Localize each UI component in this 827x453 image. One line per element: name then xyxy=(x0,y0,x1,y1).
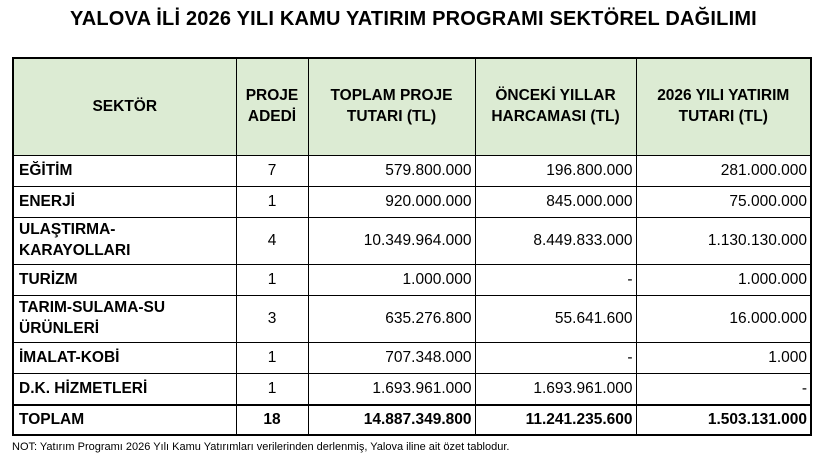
count-cell: 7 xyxy=(236,156,308,187)
sector-cell: D.K. HİZMETLERİ xyxy=(13,374,236,406)
count-cell: 1 xyxy=(236,187,308,218)
previous-cell: - xyxy=(475,343,636,374)
count-cell: 1 xyxy=(236,374,308,406)
y2026-cell: 1.130.130.000 xyxy=(636,218,811,265)
header-previous-spending: ÖNCEKİ YILLAR HARCAMASI (TL) xyxy=(475,58,636,156)
table-row xyxy=(13,343,811,374)
y2026-cell: 75.000.000 xyxy=(636,187,811,218)
totals-total: 14.887.349.800 xyxy=(308,405,475,435)
sector-cell: TURİZM xyxy=(13,265,236,296)
table-row xyxy=(13,296,811,343)
table-row xyxy=(13,374,811,406)
header-total-amount: TOPLAM PROJE TUTARI (TL) xyxy=(308,58,475,156)
y2026-cell: - xyxy=(636,374,811,406)
totals-previous: 11.241.235.600 xyxy=(475,405,636,435)
sector-cell: TARIM-SULAMA-SU ÜRÜNLERİ xyxy=(13,296,236,343)
totals-label: TOPLAM xyxy=(13,405,236,435)
total-cell: 707.348.000 xyxy=(308,343,475,374)
page-title: YALOVA İLİ 2026 YILI KAMU YATIRIM PROGRAMI SEKTÖREL DAĞILIMI xyxy=(70,8,757,30)
previous-cell: 196.800.000 xyxy=(475,156,636,187)
header-row xyxy=(13,58,811,156)
sector-cell: İMALAT-KOBİ xyxy=(13,343,236,374)
total-cell: 579.800.000 xyxy=(308,156,475,187)
y2026-cell: 1.000 xyxy=(636,343,811,374)
count-cell: 1 xyxy=(236,343,308,374)
table-row xyxy=(13,187,811,218)
totals-row xyxy=(13,405,811,435)
table-row xyxy=(13,265,811,296)
count-cell: 4 xyxy=(236,218,308,265)
previous-cell: 1.693.961.000 xyxy=(475,374,636,406)
y2026-cell: 1.000.000 xyxy=(636,265,811,296)
count-cell: 1 xyxy=(236,265,308,296)
sector-cell: EĞİTİM xyxy=(13,156,236,187)
totals-2026: 1.503.131.000 xyxy=(636,405,811,435)
total-cell: 1.000.000 xyxy=(308,265,475,296)
sector-cell: ENERJİ xyxy=(13,187,236,218)
previous-cell: 8.449.833.000 xyxy=(475,218,636,265)
totals-count: 18 xyxy=(236,405,308,435)
y2026-cell: 281.000.000 xyxy=(636,156,811,187)
previous-cell: - xyxy=(475,265,636,296)
previous-cell: 55.641.600 xyxy=(475,296,636,343)
total-cell: 1.693.961.000 xyxy=(308,374,475,406)
header-sector: SEKTÖR xyxy=(13,58,236,156)
total-cell: 10.349.964.000 xyxy=(308,218,475,265)
count-cell: 3 xyxy=(236,296,308,343)
footnote: NOT: Yatırım Programı 2026 Yılı Kamu Yatırımları verilerinden derlenmiş, Yalova iline ait özet tablodur. xyxy=(12,441,510,453)
y2026-cell: 16.000.000 xyxy=(636,296,811,343)
table-row xyxy=(13,218,811,265)
total-cell: 920.000.000 xyxy=(308,187,475,218)
total-cell: 635.276.800 xyxy=(308,296,475,343)
header-2026-amount: 2026 YILI YATIRIM TUTARI (TL) xyxy=(636,58,811,156)
previous-cell: 845.000.000 xyxy=(475,187,636,218)
header-project-count: PROJE ADEDİ xyxy=(236,58,308,156)
table-row xyxy=(13,156,811,187)
sector-distribution-table xyxy=(12,57,812,436)
sector-cell: ULAŞTIRMA- KARAYOLLARI xyxy=(13,218,236,265)
